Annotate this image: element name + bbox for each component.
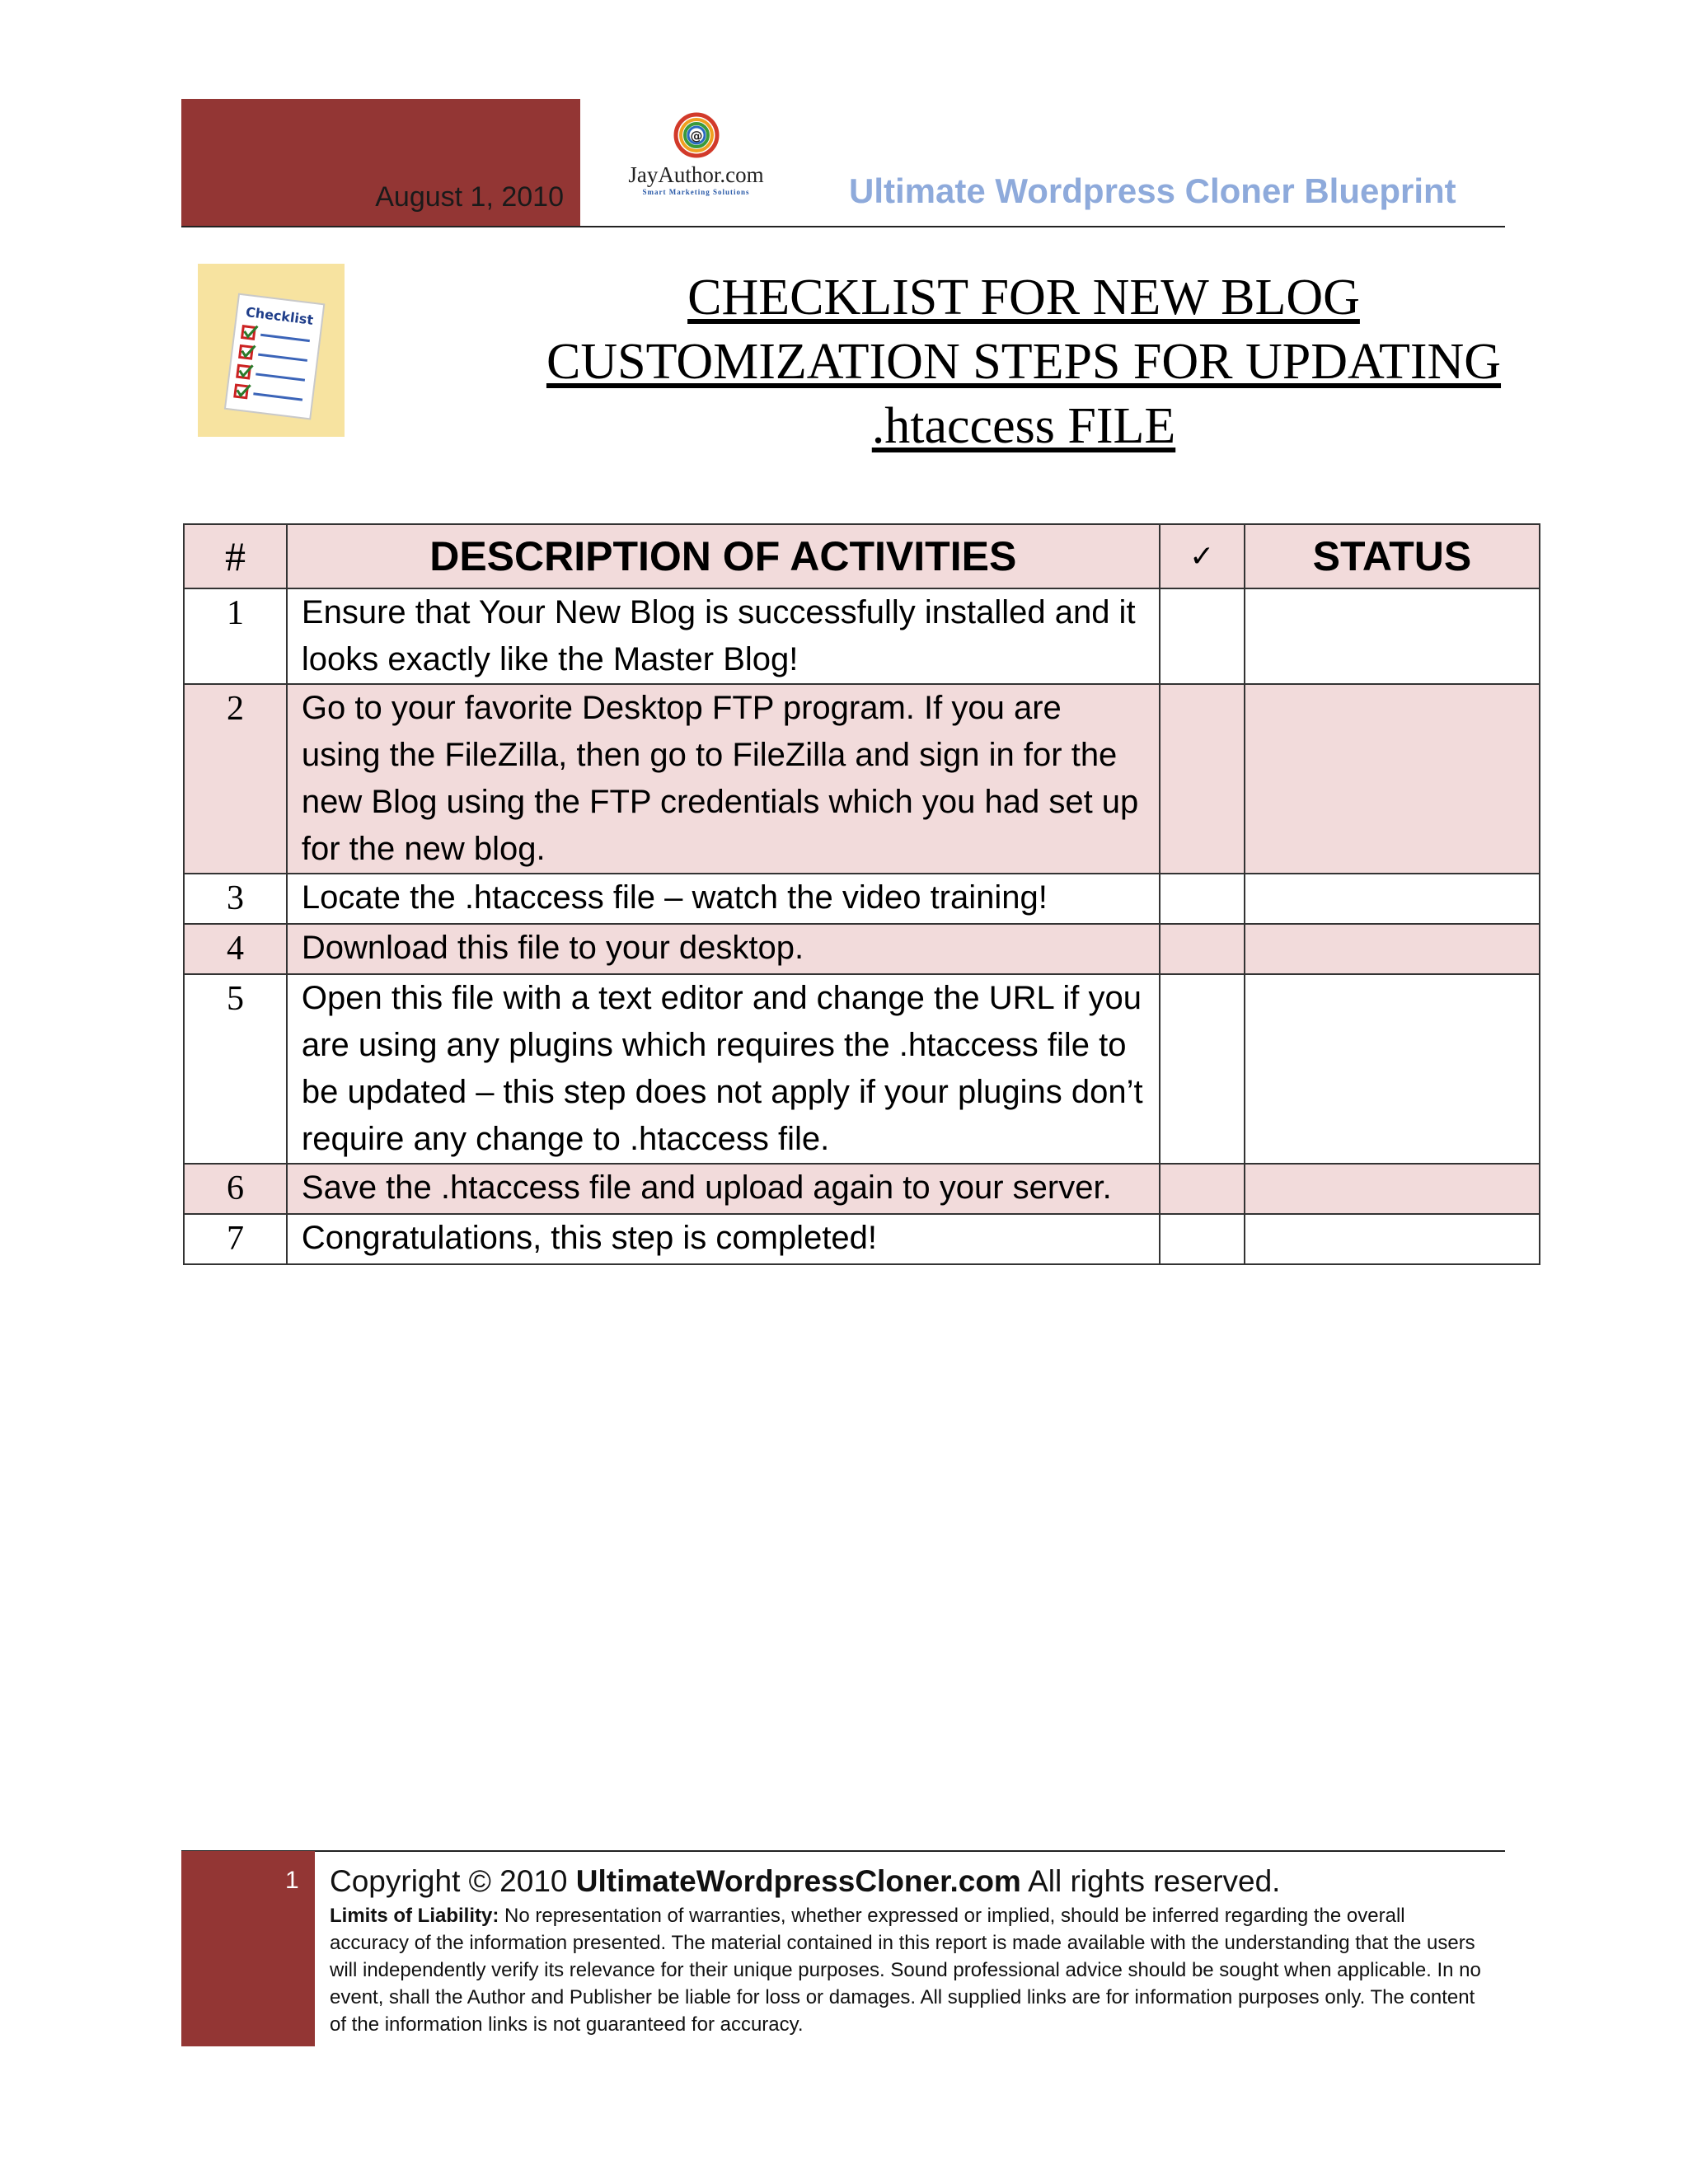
footer-liability <box>330 1902 1484 2038</box>
header-status: STATUS <box>1245 524 1540 588</box>
table-row <box>184 974 1540 1164</box>
header-check: ✓ <box>1160 524 1245 588</box>
page-title <box>528 265 1520 458</box>
logo-brand: JayAuthor.com <box>628 162 764 187</box>
table-row <box>184 1164 1540 1214</box>
row-status-cell[interactable] <box>1245 974 1540 1164</box>
logo-tagline: Smart Marketing Solutions <box>642 188 750 196</box>
row-status-cell[interactable] <box>1245 588 1540 684</box>
footer-rule <box>181 1850 1505 1852</box>
table-row <box>184 924 1540 974</box>
header-description: DESCRIPTION OF ACTIVITIES <box>287 524 1160 588</box>
checklist-image-label: Checklist <box>245 303 315 328</box>
row-description: Open this file with a text editor and change the URL if you are using any plugins which requires the .htaccess file to be updated – this step does not apply if your plugins don’t require any change to .htaccess file. <box>287 974 1160 1164</box>
row-check-cell[interactable] <box>1160 924 1245 974</box>
title-line-1: CHECKLIST FOR NEW BLOG <box>687 269 1360 326</box>
header-num: # <box>184 524 287 588</box>
row-number: 5 <box>184 974 287 1164</box>
footer-copyright <box>330 1864 1280 1899</box>
row-description: Save the .htaccess file and upload again to your server. <box>287 1164 1160 1214</box>
row-status-cell[interactable] <box>1245 684 1540 874</box>
row-status-cell[interactable] <box>1245 1164 1540 1214</box>
page-number: 1 <box>285 1867 299 1894</box>
title-line-3: .htaccess FILE <box>871 398 1176 454</box>
checklist-table <box>183 523 1540 1265</box>
row-description: Congratulations, this step is completed! <box>287 1214 1160 1264</box>
liability-text: No representation of warranties, whether expressed or implied, should be inferred regarding the overall accuracy of the information presented. The material contained in this report is made available with the understanding that the users will independently verify its relevance for their unique purposes. Sound professional advice should be sought when applicable. In no event, shall the Author and Publisher be liable for loss or damages. All supplied links are for information purposes only. The content of the information links is not guaranteed for accuracy. <box>330 1905 1481 2036</box>
header-rule <box>181 226 1505 227</box>
copyright-prefix: Copyright © 2010 <box>330 1864 576 1898</box>
title-line-2: CUSTOMIZATION STEPS FOR UPDATING <box>546 334 1502 390</box>
table-header-row <box>184 524 1540 588</box>
row-number: 7 <box>184 1214 287 1264</box>
row-description: Locate the .htaccess file – watch the video training! <box>287 874 1160 924</box>
row-check-cell[interactable] <box>1160 1164 1245 1214</box>
row-description: Download this file to your desktop. <box>287 924 1160 974</box>
row-check-cell[interactable] <box>1160 684 1245 874</box>
row-status-cell[interactable] <box>1245 874 1540 924</box>
row-check-cell[interactable] <box>1160 588 1245 684</box>
copyright-site: UltimateWordpressCloner.com <box>575 1864 1021 1898</box>
row-description: Go to your favorite Desktop FTP program. If you are using the FileZilla, then go to FileZilla and sign in for the new Blog using the FTP credentials which you had set up for the new blog. <box>287 684 1160 874</box>
row-number: 2 <box>184 684 287 874</box>
row-status-cell[interactable] <box>1245 1214 1540 1264</box>
svg-text:@: @ <box>690 129 702 143</box>
row-description: Ensure that Your New Blog is successfully installed and it looks exactly like the Master Blog! <box>287 588 1160 684</box>
table-row <box>184 684 1540 874</box>
row-number: 3 <box>184 874 287 924</box>
table-row <box>184 1214 1540 1264</box>
header-date: August 1, 2010 <box>375 181 564 213</box>
row-number: 4 <box>184 924 287 974</box>
jayauthor-logo <box>620 111 772 206</box>
row-check-cell[interactable] <box>1160 1214 1245 1264</box>
row-check-cell[interactable] <box>1160 874 1245 924</box>
liability-label: Limits of Liability: <box>330 1905 499 1927</box>
checklist-clipboard-icon <box>198 264 345 437</box>
row-number: 1 <box>184 588 287 684</box>
row-number: 6 <box>184 1164 287 1214</box>
copyright-suffix: All rights reserved. <box>1020 1864 1281 1898</box>
table-row <box>184 588 1540 684</box>
at-sign-logo-icon <box>673 111 720 159</box>
document-header-title: Ultimate Wordpress Cloner Blueprint <box>849 171 1456 210</box>
row-check-cell[interactable] <box>1160 974 1245 1164</box>
table-row <box>184 874 1540 924</box>
row-status-cell[interactable] <box>1245 924 1540 974</box>
